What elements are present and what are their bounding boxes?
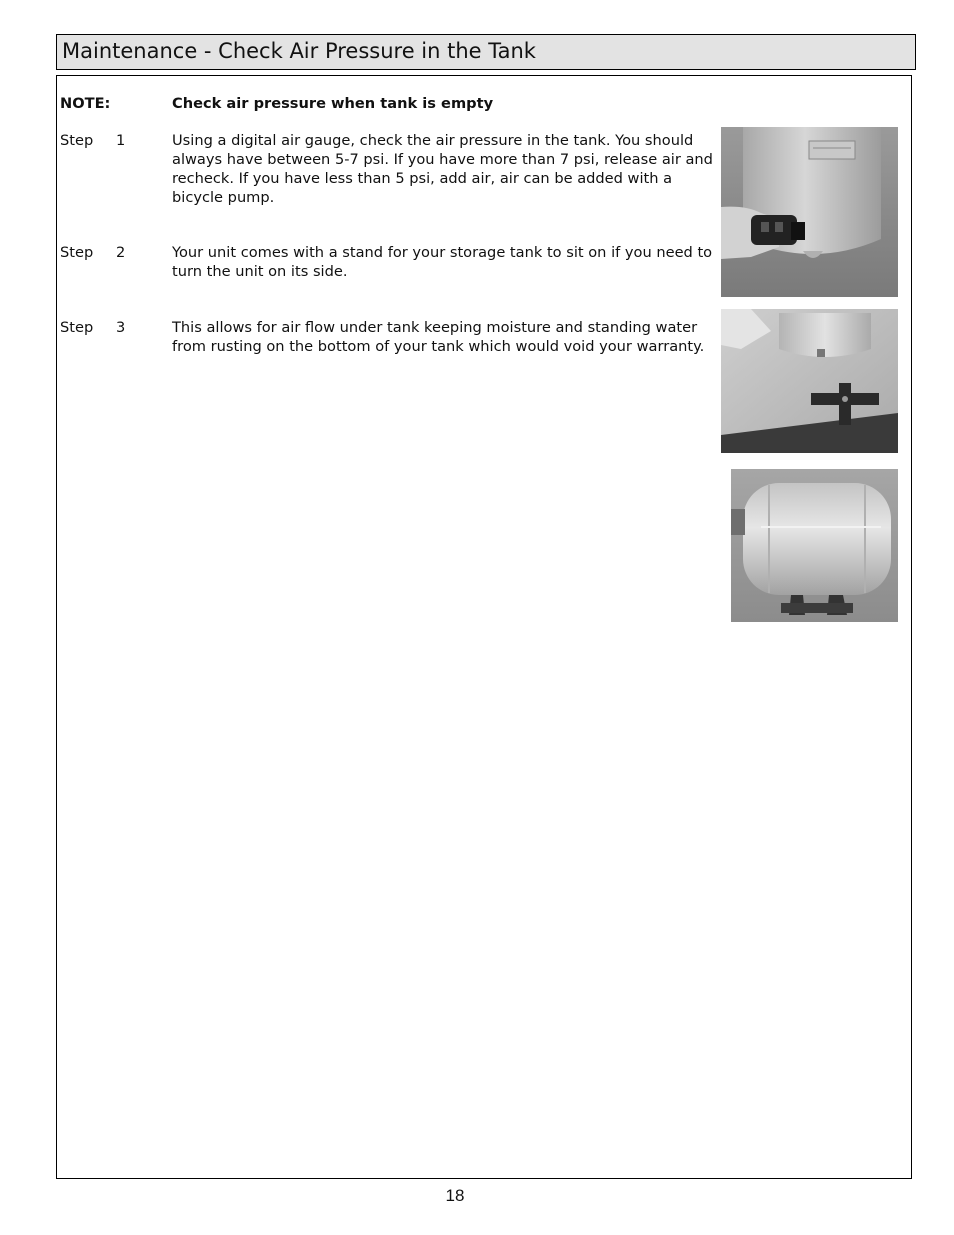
page-title: Maintenance - Check Air Pressure in the Tank [62,39,536,63]
note-text: Check air pressure when tank is empty [172,95,494,112]
step-2-text: Your unit comes with a stand for your storage tank to sit on if you need to turn the unit on its side. [172,244,713,280]
step-2-number: 2 [116,244,126,261]
photo-tank-stand [721,309,898,453]
step-1-label: Step [60,132,94,149]
page-number: 18 [445,1186,465,1205]
step-1-number: 1 [116,132,126,149]
note-label: NOTE: [60,95,111,112]
step-3-label: Step [60,319,94,336]
step-3-number: 3 [116,319,126,336]
step-3-text: This allows for air flow under tank keeping moisture and standing water from rusting on the bottom of your tank which would void your warranty. [172,319,705,355]
step-1-text: Using a digital air gauge, check the air pressure in the tank. You should always have between 5-7 psi. If you have more than 7 psi, release air and recheck. If you have less than 5 psi, add air, air can be added with a bicycle pump. [172,132,713,206]
step-2-label: Step [60,244,94,261]
photo-tank-on-side [731,469,898,622]
title-bar [56,34,916,70]
photo-air-gauge-on-tank [721,127,898,297]
